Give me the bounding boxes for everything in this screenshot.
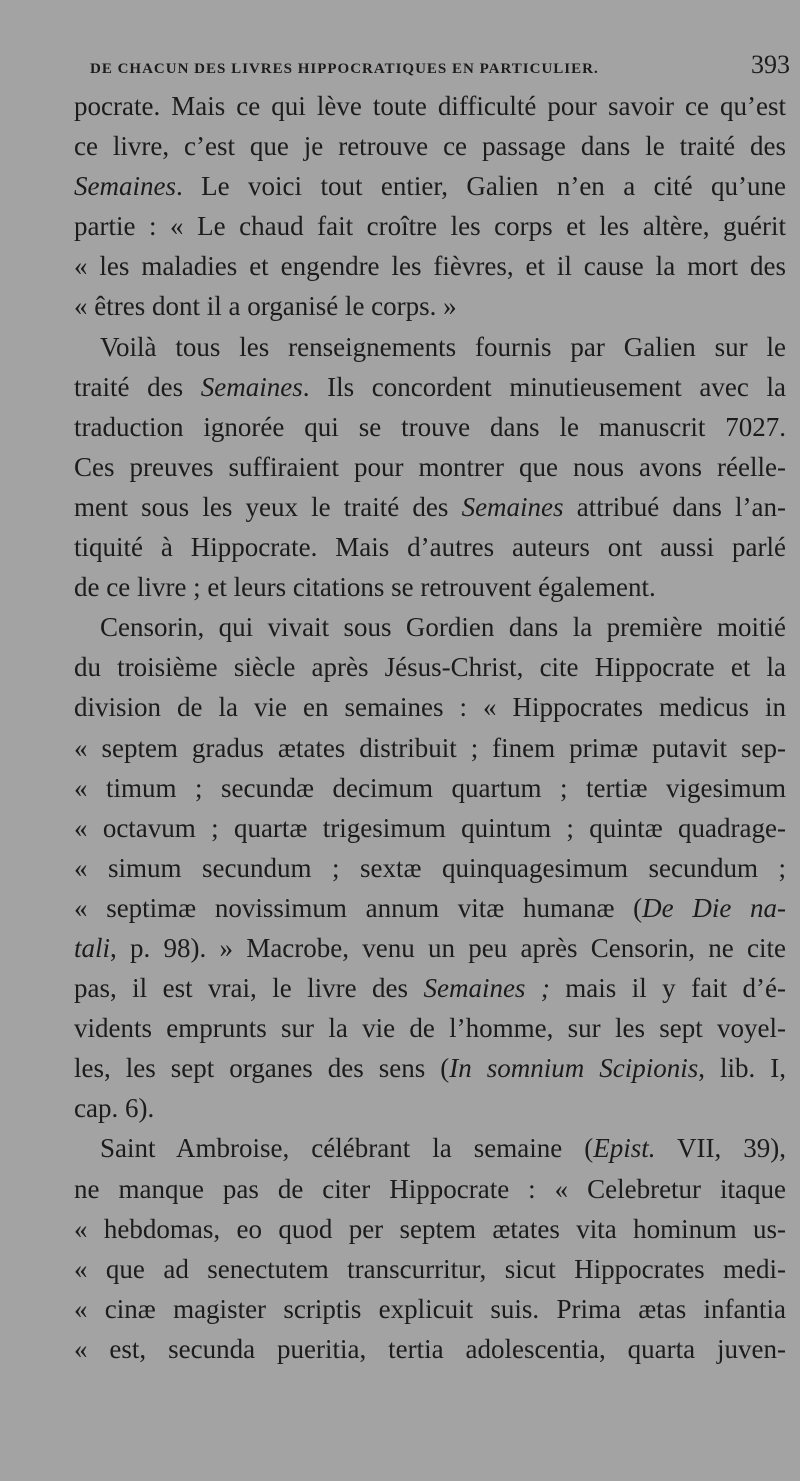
text-run: Ces preuves suffiraient pour montrer que nous avons réelle- (74, 451, 786, 482)
text-run: pocrate. Mais ce qui lève toute difficulté pour savoir ce qu’est (74, 91, 786, 121)
text-run: ne manque pas de citer Hippocrate : « Celebretur itaque (74, 1173, 786, 1204)
text-line (74, 1289, 786, 1329)
text-run: « timum ; secundæ decimum quartum ; tertiæ vigesimum (74, 772, 786, 803)
text-run: attribué dans l’an- (563, 491, 786, 522)
italic-text: De Die na- (642, 892, 786, 923)
text-run: « les maladies et engendre les fièvres, et il cause la mort des (74, 251, 786, 282)
text-run: , lib. I, (698, 1053, 787, 1084)
text-line (74, 126, 786, 166)
text-line (74, 968, 786, 1008)
text-line (74, 1048, 786, 1088)
text-run: Saint Ambroise, célébrant la semaine ( (100, 1133, 594, 1164)
text-run: division de la vie en semaines : « Hippocrates medicus in (74, 692, 786, 723)
text-line (74, 768, 786, 808)
italic-text: Semaines ; (423, 973, 550, 1004)
text-line (74, 286, 786, 326)
text-line (74, 928, 786, 968)
text-line (74, 1209, 786, 1249)
text-run: « êtres dont il a organisé le corps. » (74, 291, 457, 322)
text-line (74, 246, 786, 286)
text-run: mais il y fait d’é- (549, 973, 786, 1004)
page-number: 393 (751, 50, 790, 79)
text-line (74, 567, 786, 607)
text-line (74, 487, 786, 527)
italic-text: Semaines (461, 491, 564, 522)
text-line (74, 86, 786, 126)
text-run: Voilà tous les renseignements fournis par Galien sur le (100, 331, 786, 362)
text-line (74, 1008, 786, 1048)
running-title: DE CHACUN DES LIVRES HIPPOCRATIQUES EN PARTICULIER. (90, 61, 599, 77)
text-run: du troisième siècle après Jésus-Christ, cite Hippocrate et la (74, 652, 786, 683)
text-run: « octavum ; quartæ trigesimum quintum ; quintæ quadrage- (74, 812, 786, 843)
text-line (74, 607, 786, 647)
text-line (74, 1128, 786, 1168)
text-run: . Ils concordent minutieusement avec la (302, 371, 786, 402)
text-line (74, 647, 786, 687)
text-run: traduction ignorée qui se trouve dans le manuscrit 7027. (74, 411, 786, 442)
text-line (74, 848, 786, 888)
text-run: tiquité à Hippocrate. Mais d’autres auteurs ont aussi parlé (74, 532, 786, 563)
text-line (74, 1249, 786, 1289)
text-run: « hebdomas, eo quod per septem ætates vita hominum us- (74, 1213, 786, 1244)
text-run: « que ad senectutem transcurritur, sicut Hippocrates medi- (74, 1253, 786, 1284)
text-line (74, 888, 786, 928)
italic-text: Semaines (74, 171, 176, 202)
italic-text: Semaines (200, 371, 303, 402)
text-line (74, 687, 786, 727)
body-text (74, 86, 786, 1369)
text-line (74, 1329, 786, 1369)
text-run: « septem gradus ætates distribuit ; finem primæ putavit sep- (74, 732, 786, 763)
text-line (74, 367, 786, 407)
text-run: « simum secundum ; sextæ quinquagesimum secundum ; (74, 852, 786, 883)
text-run: ce livre, c’est que je retrouve ce passage dans le traité des (74, 131, 786, 162)
text-run: ment sous les yeux le traité des (74, 491, 462, 522)
running-head (90, 50, 790, 80)
text-run: . Le voici tout entier, Galien n’en a cité qu’une (175, 171, 786, 202)
text-run: « cinæ magister scriptis explicuit suis. Prima ætas infantia (74, 1293, 786, 1324)
text-run: les, les sept organes des sens ( (74, 1053, 450, 1084)
text-run: « est, secunda pueritia, tertia adolescentia, quarta juven- (74, 1333, 786, 1364)
text-run: traité des (74, 371, 201, 402)
text-run: cap. 6). (74, 1093, 155, 1124)
italic-text: tali (74, 932, 111, 963)
text-line (74, 447, 786, 487)
text-run: de ce livre ; et leurs citations se retrouvent également. (74, 572, 656, 603)
text-line (74, 166, 786, 206)
text-line (74, 527, 786, 567)
text-line (74, 728, 786, 768)
text-line (74, 407, 786, 447)
text-run: partie : « Le chaud fait croître les corps et les altère, guérit (74, 211, 786, 242)
text-run: pas, il est vrai, le livre des (74, 973, 424, 1004)
text-run: « septimæ novissimum annum vitæ humanæ ( (74, 892, 643, 923)
text-run: vidents emprunts sur la vie de l’homme, sur les sept voyel- (74, 1013, 786, 1044)
text-run: VII, 39), (655, 1133, 787, 1164)
text-line (74, 327, 786, 367)
text-run: , p. 98). » Macrobe, venu un peu après Censorin, ne cite (110, 932, 786, 963)
text-line (74, 1088, 786, 1128)
text-line (74, 808, 786, 848)
italic-text: In somnium Scipionis (449, 1053, 699, 1084)
italic-text: Epist. (593, 1133, 656, 1164)
text-line (74, 1169, 786, 1209)
text-line (74, 206, 786, 246)
text-run: Censorin, qui vivait sous Gordien dans la première moitié (100, 612, 786, 643)
